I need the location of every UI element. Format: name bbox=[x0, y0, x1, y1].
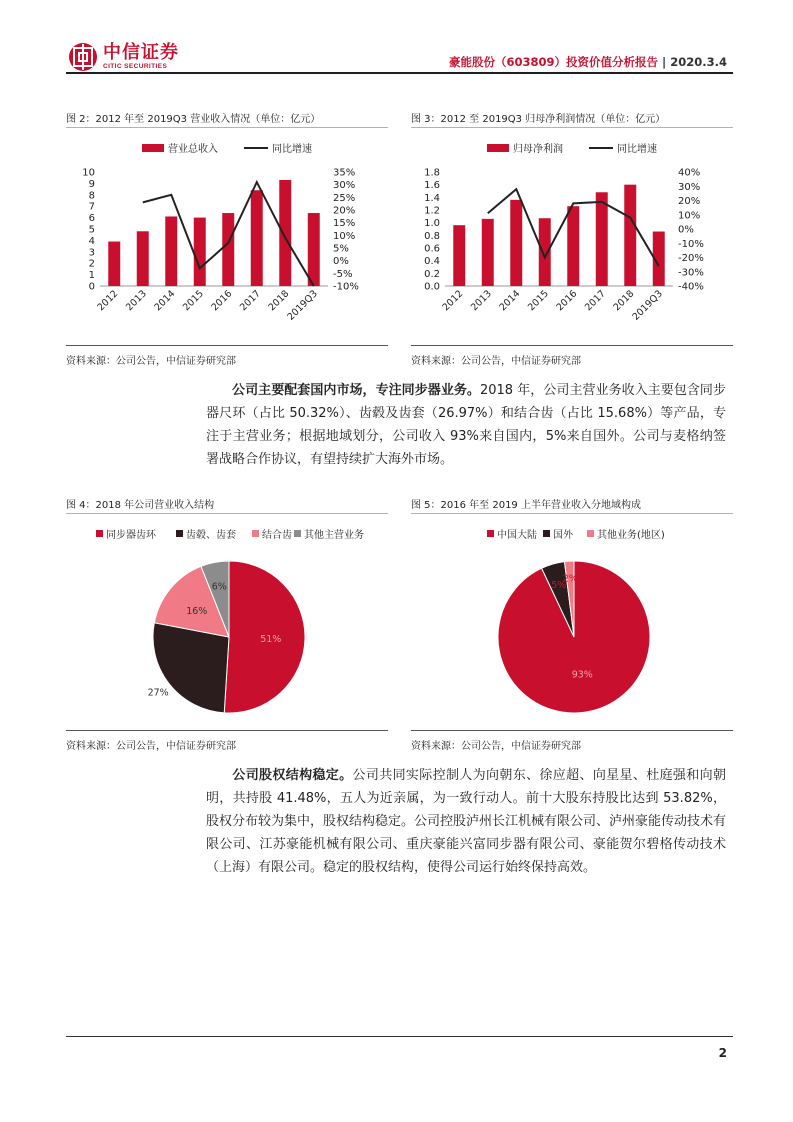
paragraph-market-body: 2018 年，公司主营业务收入主要包含同步器尺环（占比 50.32%）、齿毂及齿套（26.97%）和结合齿（占比 15.68%）等产品，专注于主营业务；根据地域划分，公司收入 93%来自国内，5%来自国外。公司与麦格纳签署战略合作协议，有望持续扩大海外市场。 bbox=[206, 383, 726, 467]
legend-bar-swatch bbox=[142, 144, 164, 152]
x-tick-2017: 2017 bbox=[582, 288, 608, 314]
x-tick-2015: 2015 bbox=[525, 288, 551, 314]
x-tick-2018: 2018 bbox=[266, 288, 292, 314]
y-right-tick: -10% bbox=[333, 281, 359, 293]
pie-label-2: 27% bbox=[147, 687, 169, 699]
header-divider bbox=[66, 72, 733, 74]
y-right-tick: 10% bbox=[333, 230, 356, 242]
figure-2-title: 图 2：2012 年至 2019Q3 营业收入情况（单位：亿元） bbox=[66, 111, 388, 128]
y-left-tick: 6 bbox=[88, 213, 95, 225]
y-right-tick: 30% bbox=[333, 180, 356, 192]
revenue-chart bbox=[66, 128, 388, 338]
y-left-tick: 0 bbox=[88, 281, 95, 293]
report-header bbox=[449, 54, 727, 70]
citic-logo-icon bbox=[68, 42, 98, 72]
legend-swatch-1 bbox=[487, 530, 494, 537]
x-tick-2014: 2014 bbox=[497, 288, 523, 314]
y-right-tick: 10% bbox=[678, 210, 701, 222]
y-left-tick: 10 bbox=[82, 167, 95, 179]
paragraph-equity-lead: 公司股权结构稳定。 bbox=[232, 768, 353, 783]
legend-label-4: 其他主营业务 bbox=[304, 530, 364, 541]
legend-bar-label: 归母净利润 bbox=[513, 144, 563, 155]
pie-label-3: 2% bbox=[562, 573, 578, 585]
y-right-tick: 5% bbox=[333, 243, 349, 255]
bar-2016 bbox=[222, 213, 234, 286]
y-left-tick: 2 bbox=[88, 258, 95, 270]
legend-label-1: 中国大陆 bbox=[497, 530, 537, 541]
figure-5 bbox=[411, 497, 733, 752]
bar-2015 bbox=[539, 218, 551, 286]
legend-line-label: 同比增速 bbox=[272, 144, 312, 155]
figure-2 bbox=[66, 111, 388, 367]
legend-bar-swatch bbox=[487, 144, 509, 152]
region-structure-pie bbox=[411, 514, 733, 729]
x-tick-2017: 2017 bbox=[237, 288, 263, 314]
bar-2017 bbox=[251, 190, 263, 286]
y-right-tick: 30% bbox=[678, 181, 701, 193]
figure-3-source: 资料来源：公司公告，中信证券研究部 bbox=[411, 345, 733, 367]
x-tick-2016: 2016 bbox=[554, 288, 580, 314]
y-left-tick: 7 bbox=[88, 201, 95, 213]
paragraph-market bbox=[206, 379, 726, 471]
figure-3 bbox=[411, 111, 733, 367]
pie-slice-2 bbox=[153, 623, 229, 713]
legend-swatch-2 bbox=[543, 530, 550, 537]
x-tick-2019Q3: 2019Q3 bbox=[285, 288, 320, 323]
y-left-tick: 1.4 bbox=[424, 192, 440, 204]
y-right-tick: 15% bbox=[333, 218, 356, 230]
y-right-tick: -10% bbox=[678, 238, 704, 250]
bar-2019Q3 bbox=[308, 213, 320, 286]
y-left-tick: 0.2 bbox=[424, 268, 440, 280]
logo-en-text: CITIC SECURITIES bbox=[103, 63, 168, 70]
x-tick-2019Q3: 2019Q3 bbox=[630, 288, 665, 323]
pie-label-2: 5% bbox=[551, 579, 567, 591]
figure-4-source: 资料来源：公司公告，中信证券研究部 bbox=[66, 730, 388, 752]
bar-2017 bbox=[596, 192, 608, 286]
legend-swatch-3 bbox=[587, 530, 594, 537]
legend-swatch-4 bbox=[294, 530, 301, 537]
y-left-tick: 5 bbox=[88, 224, 95, 236]
figure-5-source: 资料来源：公司公告，中信证券研究部 bbox=[411, 730, 733, 752]
pie-label-3: 16% bbox=[186, 605, 208, 617]
pie-label-1: 93% bbox=[571, 669, 593, 681]
y-left-tick: 8 bbox=[88, 190, 95, 202]
page-number: 2 bbox=[718, 1046, 727, 1060]
figure-3-title: 图 3：2012 至 2019Q3 归母净利润情况（单位：亿元） bbox=[411, 111, 733, 128]
y-left-tick: 1.6 bbox=[424, 180, 440, 192]
bar-2015 bbox=[194, 218, 206, 286]
y-right-tick: 20% bbox=[333, 205, 356, 217]
legend-label-3: 结合齿 bbox=[262, 530, 292, 541]
bar-2013 bbox=[137, 231, 149, 286]
legend-label-2: 国外 bbox=[553, 530, 573, 541]
legend-label-1: 同步器齿环 bbox=[106, 530, 156, 541]
y-right-tick: -30% bbox=[678, 267, 704, 279]
legend-swatch-3 bbox=[252, 530, 259, 537]
y-left-tick: 1.8 bbox=[424, 167, 440, 179]
x-tick-2012: 2012 bbox=[95, 288, 121, 314]
y-left-tick: 0.6 bbox=[424, 243, 440, 255]
legend-bar-label: 营业总收入 bbox=[168, 144, 218, 155]
figure-4 bbox=[66, 497, 388, 752]
y-left-tick: 9 bbox=[88, 178, 95, 190]
legend-swatch-2 bbox=[176, 530, 183, 537]
bar-2012 bbox=[108, 242, 120, 286]
bar-2014 bbox=[165, 216, 177, 286]
net-profit-chart bbox=[411, 128, 733, 338]
y-left-tick: 1.0 bbox=[424, 218, 440, 230]
y-right-tick: -40% bbox=[678, 281, 704, 293]
y-right-tick: -20% bbox=[678, 253, 704, 264]
y-left-tick: 0.4 bbox=[424, 256, 440, 268]
footer-divider bbox=[66, 1036, 733, 1037]
pie-label-1: 51% bbox=[260, 633, 282, 645]
bar-2016 bbox=[567, 206, 579, 286]
y-left-tick: 1 bbox=[88, 270, 95, 282]
y-right-tick: 35% bbox=[333, 167, 356, 179]
y-right-tick: 0% bbox=[333, 256, 349, 268]
bar-2018 bbox=[624, 185, 636, 286]
x-tick-2015: 2015 bbox=[180, 288, 206, 314]
y-right-tick: 25% bbox=[333, 192, 356, 204]
bar-2012 bbox=[453, 225, 465, 286]
y-right-tick: -5% bbox=[333, 268, 353, 280]
figure-5-title: 图 5：2016 年至 2019 上半年营业收入分地域构成 bbox=[411, 497, 733, 514]
x-tick-2013: 2013 bbox=[468, 288, 494, 314]
revenue-structure-pie bbox=[66, 514, 388, 729]
x-tick-2018: 2018 bbox=[611, 288, 637, 314]
logo-cn-text: 中信证券 bbox=[103, 42, 179, 63]
y-left-tick: 3 bbox=[88, 247, 95, 259]
x-tick-2014: 2014 bbox=[152, 288, 178, 314]
paragraph-market-lead: 公司主要配套国内市场，专注同步器业务。 bbox=[232, 383, 480, 398]
y-right-tick: 40% bbox=[678, 167, 701, 179]
y-left-tick: 0.8 bbox=[424, 230, 440, 242]
y-left-tick: 1.2 bbox=[424, 205, 440, 217]
legend-label-3: 其他业务(地区) bbox=[597, 530, 665, 541]
legend-label-2: 齿毂、齿套 bbox=[186, 530, 236, 541]
paragraph-equity-body: 公司共同实际控制人为向朝东、徐应超、向星星、杜庭强和向朝明，共持股 41.48%，五人为近亲属，为一致行动人。前十大股东持股比达到 53.82%，股权分布较为集中，股权结构稳定。公司控股泸州长江机械有限公司、泸州豪能传动技术有限公司、江苏豪能机械有限公司、重庆豪能兴富同步器有限公司、豪能贺尔碧格传动技术（上海）有限公司。稳定的股权结构，使得公司运行始终保持高效。 bbox=[206, 768, 727, 875]
y-left-tick: 4 bbox=[88, 235, 95, 247]
company-logo bbox=[68, 42, 179, 72]
bar-2013 bbox=[482, 219, 494, 286]
legend-swatch-1 bbox=[96, 530, 103, 537]
bar-2014 bbox=[510, 200, 522, 286]
report-title: 豪能股份（603809）投资价值分析报告 bbox=[449, 55, 659, 69]
bar-2018 bbox=[279, 180, 291, 286]
pie-label-4: 6% bbox=[211, 581, 227, 593]
x-tick-2012: 2012 bbox=[440, 288, 466, 314]
report-date: | 2020.3.4 bbox=[662, 55, 727, 69]
figure-2-source: 资料来源：公司公告，中信证券研究部 bbox=[66, 345, 388, 367]
x-tick-2013: 2013 bbox=[123, 288, 149, 314]
y-left-tick: 0.0 bbox=[424, 281, 440, 293]
y-right-tick: 0% bbox=[678, 224, 694, 236]
y-right-tick: 20% bbox=[678, 196, 701, 207]
paragraph-equity bbox=[206, 764, 726, 879]
figure-4-title: 图 4：2018 年公司营业收入结构 bbox=[66, 497, 388, 514]
legend-line-label: 同比增速 bbox=[617, 144, 657, 155]
x-tick-2016: 2016 bbox=[209, 288, 235, 314]
